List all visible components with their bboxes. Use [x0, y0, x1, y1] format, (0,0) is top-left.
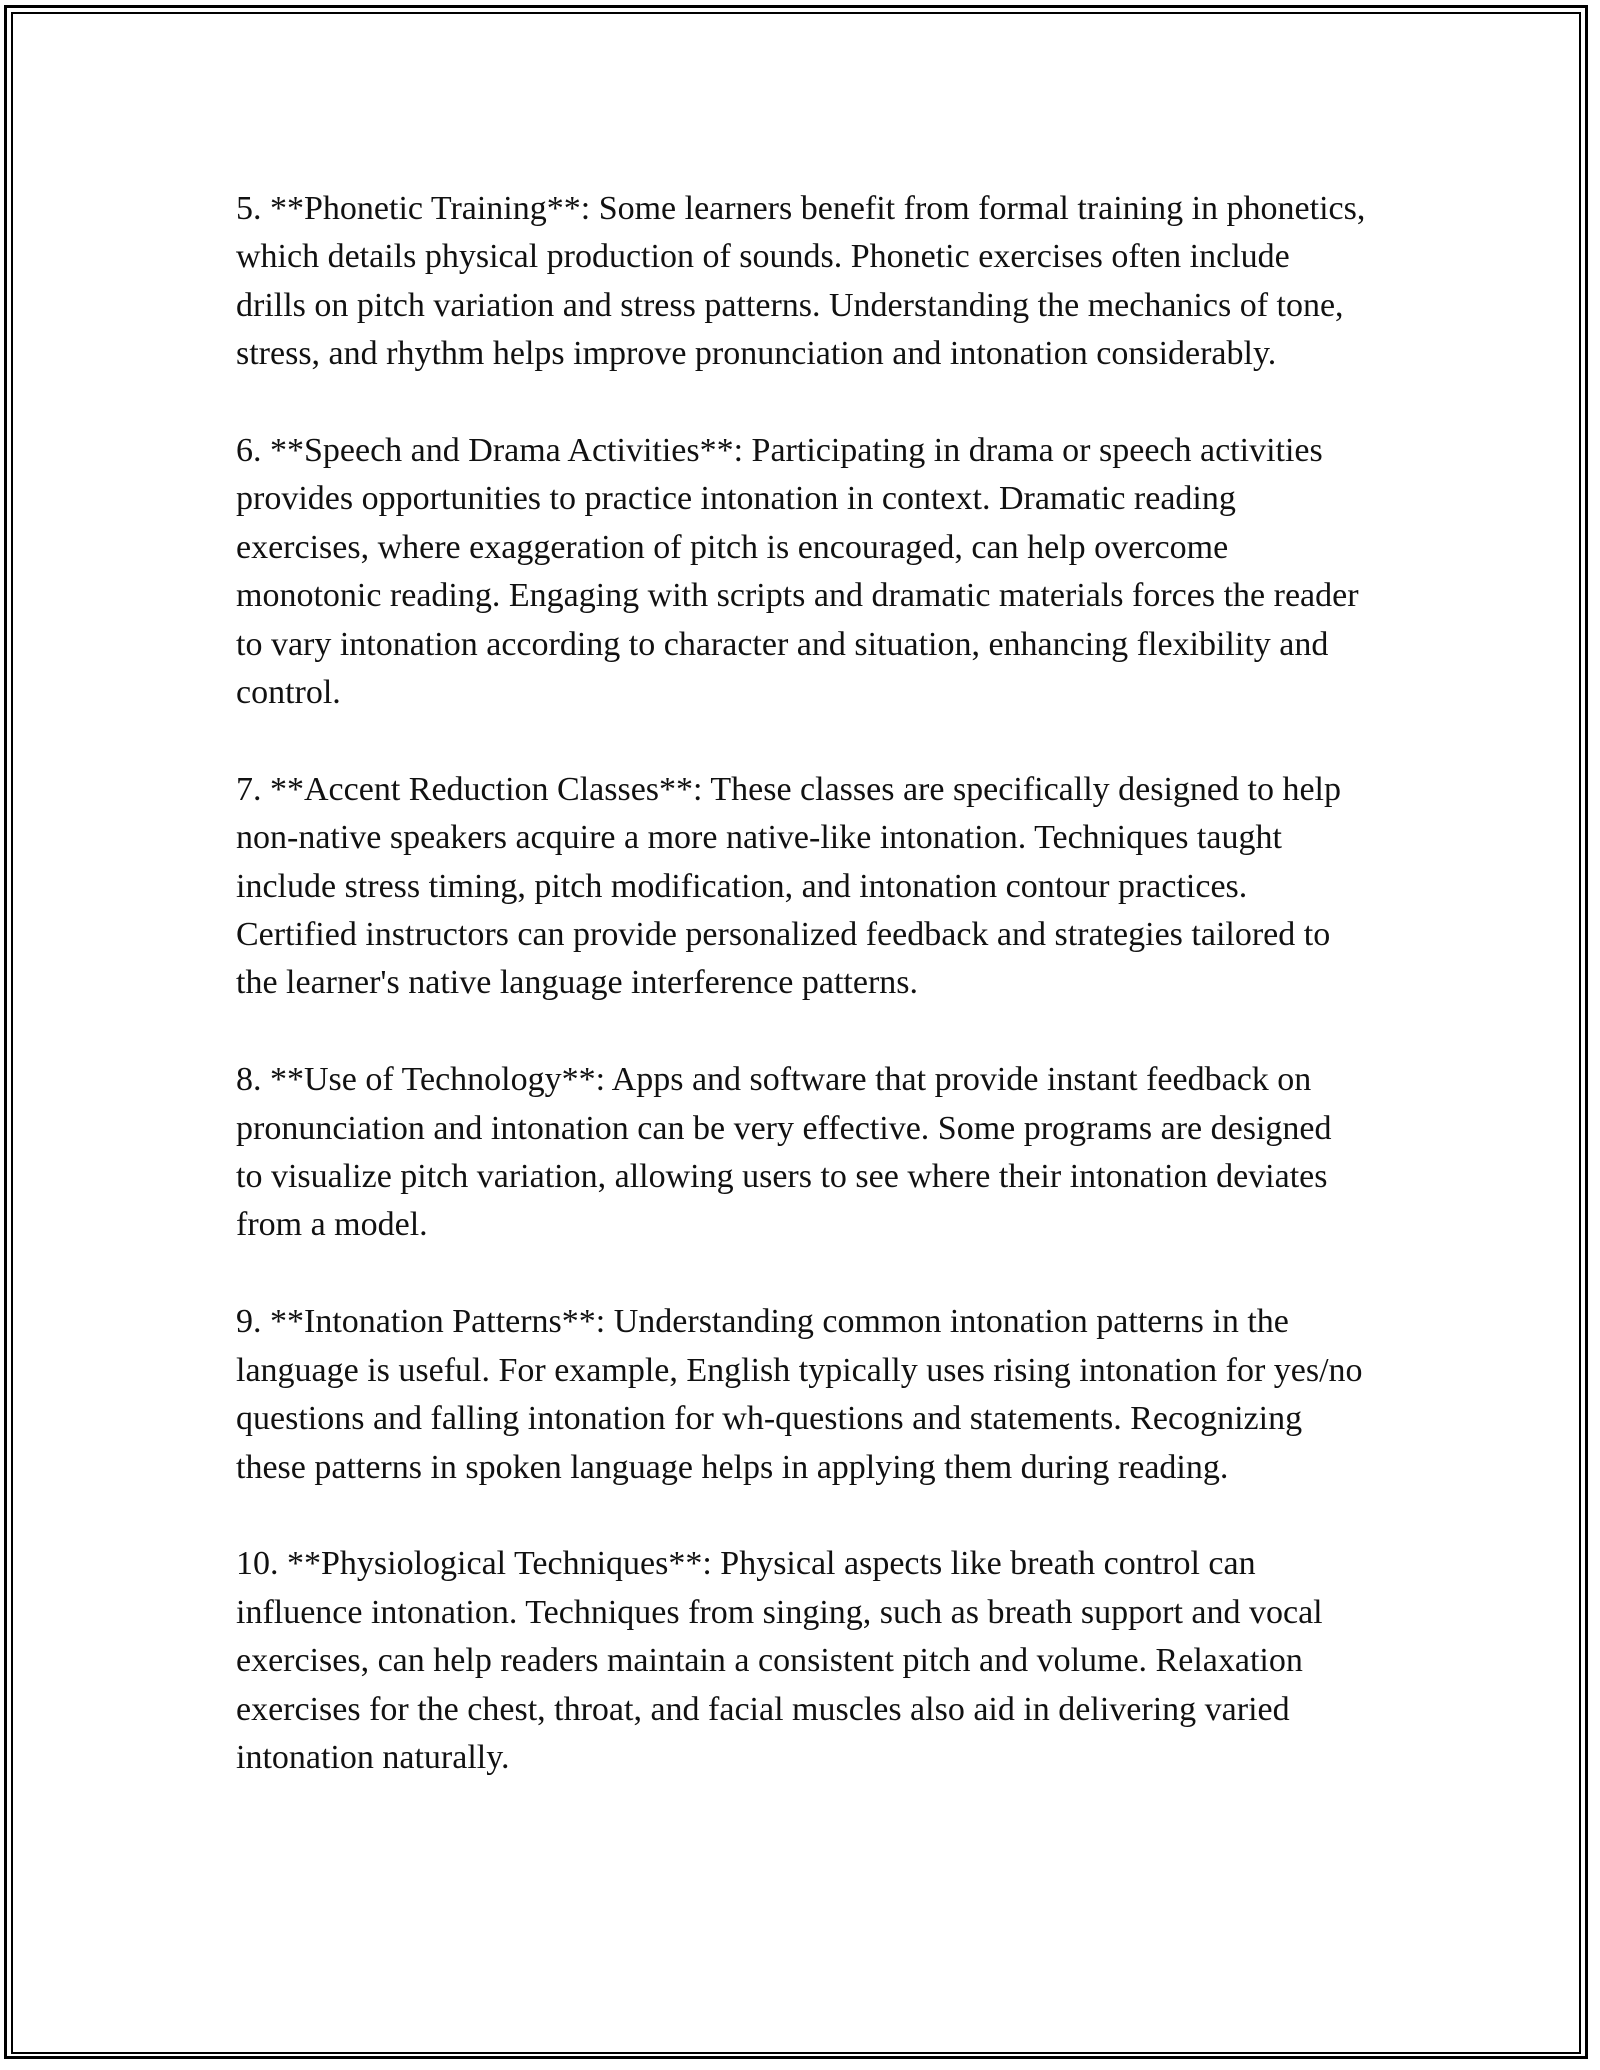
paragraph-physiological-techniques: 10. **Physiological Techniques**: Physical aspects like breath control can influence intonation. Techniques from singing, such as breath support and vocal exercises, can help readers maintain a consistent pitch and volume. Relaxation exercises for the chest, throat, and facial muscles also aid in delivering varied intonation naturally. — [236, 1545, 1323, 1776]
paragraph-accent-reduction: 7. **Accent Reduction Classes**: These classes are specifically designed to help non-native speakers acquire a more native-like intonation. Techniques taught include stress timing, pitch modification, and intonation contour practices. Certified instructors can provide personalized feedback and strategies tailored to the learner's native language interference patterns. — [236, 770, 1341, 1002]
paragraph-phonetic-training: 5. **Phonetic Training**: Some learners benefit from formal training in phonetics, which details physical production of sounds. Phonetic exercises often include drills on pitch variation and stress patterns. Understanding the mechanics of tone, stress, and rhythm helps improve pronunciation and intonation considerably. — [236, 190, 1366, 373]
paragraph-speech-drama: 6. **Speech and Drama Activities**: Participating in drama or speech activities provides opportunities to practice intonation in context. Dramatic reading exercises, where exaggeration of pitch is encouraged, can help overcome monotonic reading. Engaging with scripts and dramatic materials forces the reader to vary intonation according to character and situation, enhancing flexibility and control. — [236, 432, 1359, 712]
paragraph-use-of-technology: 8. **Use of Technology**: Apps and software that provide instant feedback on pronunciation and intonation can be very effective. Some programs are designed to visualize pitch variation, allowing users to see where their intonation deviates from a model. — [236, 1061, 1332, 1244]
document-body — [236, 185, 1366, 1831]
paragraph-intonation-patterns: 9. **Intonation Patterns**: Understanding common intonation patterns in the language is useful. For example, English typically uses rising intonation for yes/no questions and falling intonation for wh-questions and statements. Recognizing these patterns in spoken language helps in applying them during reading. — [236, 1303, 1363, 1486]
